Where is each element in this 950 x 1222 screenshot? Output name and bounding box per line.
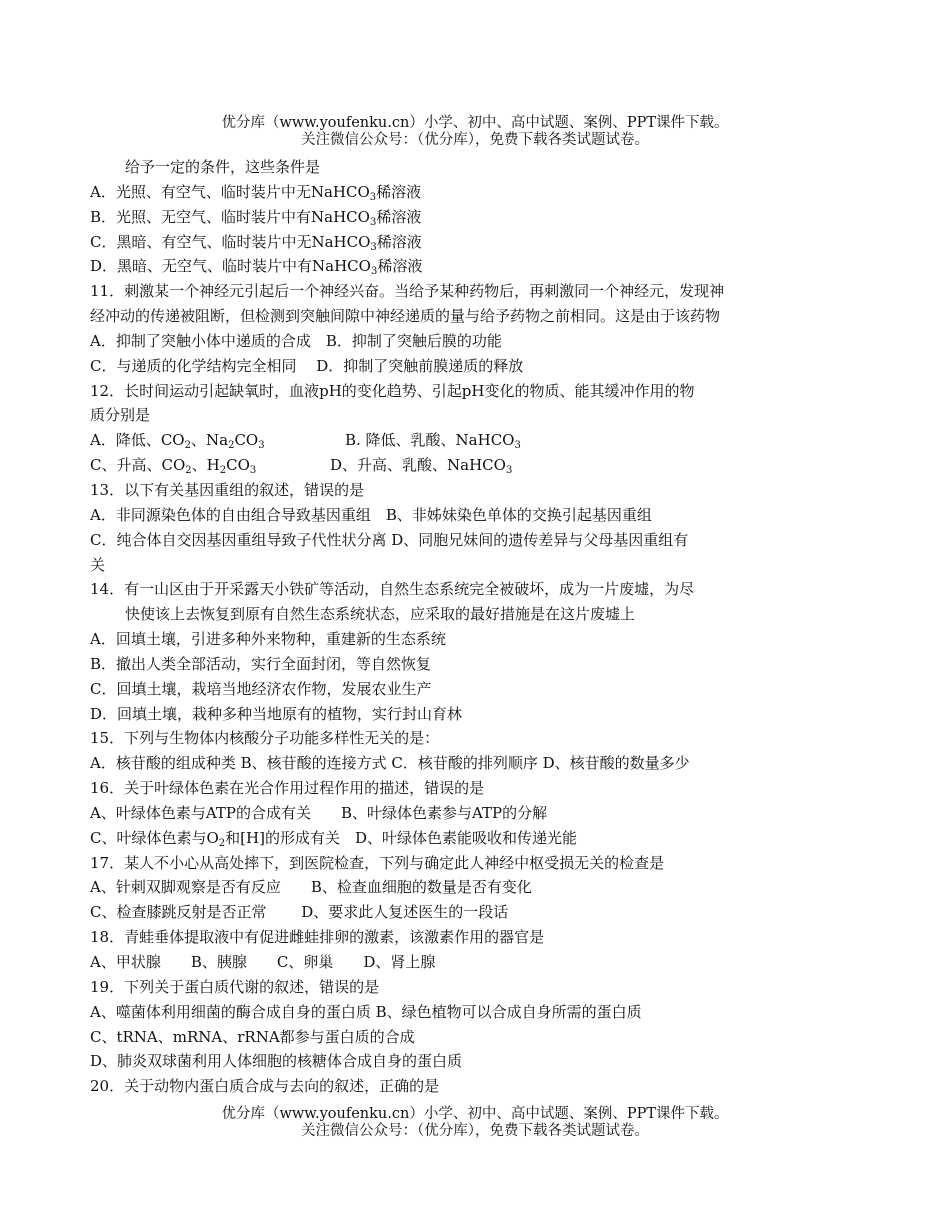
q12-options-ab [90,428,780,453]
q10-stem: 给予一定的条件，这些条件是 [125,158,321,176]
footer-line-2: 关注微信公众号：（优分库），免费下载各类试题试卷。 [301,1123,649,1139]
q11-stem-line-1: 11．刺激某一个神经元引起后一个神经兴奋。当给予某种药物后，再刺激同一个神经元，发现神 [90,282,725,301]
q13-options-cd-line-1: C．纯合体自交因基因重组导致子代性状分离 D、同胞兄妹间的遗传差异与父母基因重组有 [90,530,689,549]
header-line-2: 关注微信公众号：（优分库），免费下载各类试题试卷。 [301,132,649,148]
q16-options-ab: A、叶绿体色素与ATP的合成有关 B、叶绿体色素参与ATP的分解 [90,803,548,822]
q17-options-cd: C、检查膝跳反射是否正常 D、要求此人复述医生的一段话 [90,903,509,922]
q14-option-c: C．回填土壤，栽培当地经济农作物，发展农业生产 [90,679,432,698]
q10-option-b: B．光照、无空气、临时装片中有NaHCO$_3$稀溶液 [90,207,422,228]
question-body [90,155,780,1099]
q13-options-ab: A．非同源染色体的自由组合导致基因重组 B、非姊妹染色单体的交换引起基因重组 [90,505,652,524]
page-header [0,115,950,149]
q17-options-ab: A、针刺双脚观察是否有反应 B、检查血细胞的数量是否有变化 [90,878,532,897]
q19-options-ab: A、噬菌体利用细菌的酶合成自身的蛋白质 B、绿色植物可以合成自身所需的蛋白质 [90,1002,642,1021]
q10-option-a: A．光照、有空气、临时装片中无NaHCO$_3$稀溶液 [90,182,422,203]
header-line-1: 优分库（www.youfenku.cn）小学、初中、高中试题、案例、PPT课件下载。 [221,115,729,131]
q16-stem: 16．关于叶绿体色素在光合作用过程作用的描述，错误的是 [90,779,485,798]
q14-stem-line-2: 快使该上去恢复到原有自然生态系统状态，应采取的最好措施是在这片废墟上 [125,605,636,624]
q19-option-d: D、肺炎双球菌利用人体细胞的核糖体合成自身的蛋白质 [90,1052,463,1071]
q14-option-b: B．撤出人类全部活动，实行全面封闭，等自然恢复 [90,654,432,673]
q12-option-b: B. 降低、乳酸、NaHCO$_3$ [345,431,521,452]
q11-stem-line-2: 经冲动的传递被阻断，但检测到突触间隙中神经递质的量与给予药物之前相同。这是由于该药物 [90,307,721,326]
q19-option-c: C、tRNA、mRNA、rRNA都参与蛋白质的合成 [90,1027,415,1046]
q14-option-d: D．回填土壤，栽种多种当地原有的植物，实行封山育林 [90,704,463,723]
q15-options: A．核苷酸的组成种类 B、核苷酸的连接方式 C．核苷酸的排列顺序 D、核苷酸的数量多少 [90,754,690,773]
q17-stem: 17．某人不小心从高处摔下，到医院检查，下列与确定此人神经中枢受损无关的检查是 [90,853,665,872]
q12-options-cd [90,453,780,478]
q13-stem: 13．以下有关基因重组的叙述，错误的是 [90,480,365,499]
q16-options-cd: C、叶绿体色素与$O_2$和[H]的形成有关 D、叶绿体色素能吸收和传递光能 [90,828,577,849]
q11-options-cd: C．与递质的化学结构完全相同 D．抑制了突触前膜递质的释放 [90,356,524,375]
q12-option-c: C、升高、$CO_2$、$H_2CO_3$ [90,456,257,477]
page-footer [0,1106,950,1140]
q15-stem: 15．下列与生物体内核酸分子功能多样性无关的是： [90,729,440,748]
q10-option-d: D．黑暗、无空气、临时装片中有NaHCO$_3$稀溶液 [90,257,423,278]
q13-options-cd-line-2: 关 [90,555,106,574]
q19-stem: 19．下列关于蛋白质代谢的叙述，错误的是 [90,977,380,996]
q12-stem-line-2: 质分别是 [90,406,151,425]
q12-stem-line-1: 12．长时间运动引起缺氧时，血液pH的变化趋势、引起pH变化的物质、能其缓冲作用的物 [90,381,695,400]
q14-stem-line-1: 14．有一山区由于开采露天小铁矿等活动，自然生态系统完全被破坏，成为一片废墟，为尽 [90,580,695,599]
q11-options-ab: A．抑制了突触小体中递质的合成 B．抑制了突触后膜的功能 [90,331,502,350]
q14-option-a: A．回填土壤，引进多种外来物种，重建新的生态系统 [90,630,446,649]
q12-option-d: D、升高、乳酸、NaHCO$_3$ [330,456,513,477]
q18-options: A、甲状腺 B、胰腺 C、卵巢 D、肾上腺 [90,953,436,971]
q20-stem: 20．关于动物内蛋白质合成与去向的叙述，正确的是 [90,1077,440,1096]
footer-line-1: 优分库（www.youfenku.cn）小学、初中、高中试题、案例、PPT课件下载。 [221,1106,729,1122]
q12-option-a: A．降低、$CO_2$、$Na_2CO_3$ [90,431,265,452]
q10-option-c: C．黑暗、有空气、临时装片中无NaHCO$_3$稀溶液 [90,232,422,253]
q18-stem: 18．青蛙垂体提取液中有促进雌蛙排卵的激素，该激素作用的器官是 [90,928,545,947]
